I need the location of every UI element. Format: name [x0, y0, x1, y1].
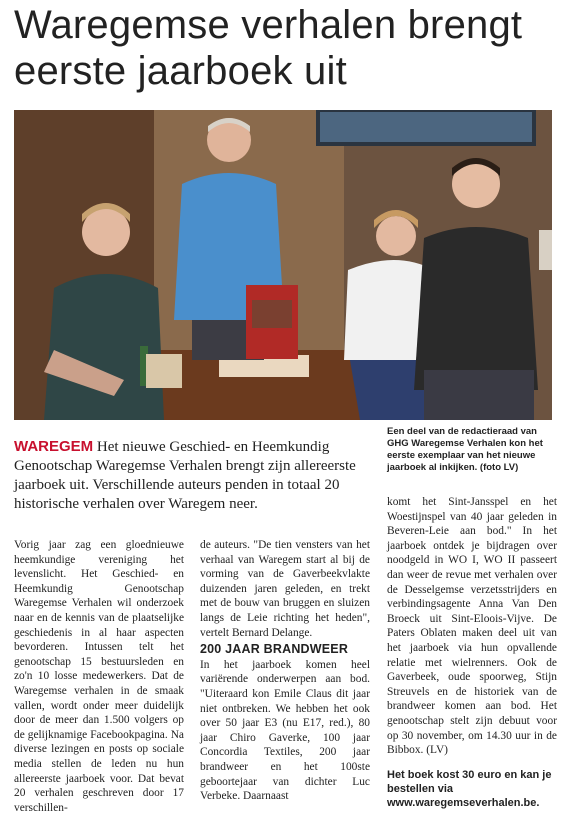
order-info: Het boek kost 30 euro en kan je bestellen via www.waregemseverhalen.be. — [387, 768, 552, 809]
body-column-3 — [387, 495, 557, 810]
body-paragraph-1: Vorig jaar zag een gloednieuwe heemkundige vereniging het levenslicht. Het Geschied- en Heemkundig Genootschap Waregemse Verhalen wil onderzoek naar en de kennis van de plaatselijke geschiedenis in al haar aspecten bevorderen. Intussen telt het genootschap 15 bestuursleden en zo'n 10 losse medewerkers. Dat de Waregemse verhalen in de smaak vallen, wordt onder meer duidelijk door de meer dan 1.500 volgers op de gelijknamige Facebookpagina. Na diverse lezingen en posts op sociale media stellen de leden nu hun allereerste jaarboek voor. Dat bevat 20 verhalen geschreven door 17 verschillen- — [14, 539, 184, 814]
body-column-2 — [200, 538, 370, 804]
body-paragraph-2: de auteurs. "De tien vensters van het verhaal van Waregem start al bij de vorming van de Gaverbeekvlakte duizenden jaren geleden, en trekt met de bouw van bruggen en sluizen langs de Leie richting het heden", vertelt Bernard Delange. — [200, 539, 370, 639]
lead-text: Het nieuwe Geschied- en Heemkundig Genootschap Waregemse Verhalen brengt zijn allereerste jaarboek uit. Verschillende auteurs penden in totaal 20 historische verhalen over Waregem neer. — [14, 439, 356, 512]
body-paragraph-3: In het jaarboek komen heel variërende onderwerpen aan bod. "Uiteraard kon Emile Claus dit jaar niet ontbreken. We hebben het ook over 50 jaar E3 (nu E17, red.), 80 jaar Chiro Gaverke, 100 jaar Concordia Textiles, 200 jaar brandweer en het 100ste geboortejaar van dichter Luc Verbeke. Daarnaast — [200, 658, 370, 803]
lead-kicker: WAREGEM — [14, 438, 94, 455]
photo-caption: Een deel van de redactieraad van GHG Waregemse Verhalen kon het eerste exemplaar van het nieuwe jaarboek al inkijken. (foto LV) — [387, 426, 543, 473]
section-subhead: 200 JAAR BRANDWEER — [200, 642, 349, 657]
article-lead — [14, 437, 364, 514]
body-column-1 — [14, 538, 184, 815]
article-headline: Waregemse verhalen brengt eerste jaarboek uit — [14, 3, 523, 93]
body-paragraph-4: komt het Sint-Jansspel en het Woestijnspel van 40 jaar geleden in Beveren-Leie aan bod." In het jaarboek ontdek je bijdragen over noodgeld in WO I, WO II passeert dan weer de revue met verhalen over de Desselgemse verzetsstrijders en verbindingsagente Anna Van Den Broeck uit Sint-Eloois-Vijve. De Paters Oblaten maken deel uit van het jaarboek via hun opvallende relatie met wielrenners. Ook de Gaverbeek, oude spoorweg, Stijn Streuvels en de historiek van de brandweer komen aan bod. Het genootschap stelt zijn debuut voor op 30 november, om 14.30 uur in de Bibbox. (LV) — [387, 496, 557, 757]
article-photo — [14, 110, 552, 420]
